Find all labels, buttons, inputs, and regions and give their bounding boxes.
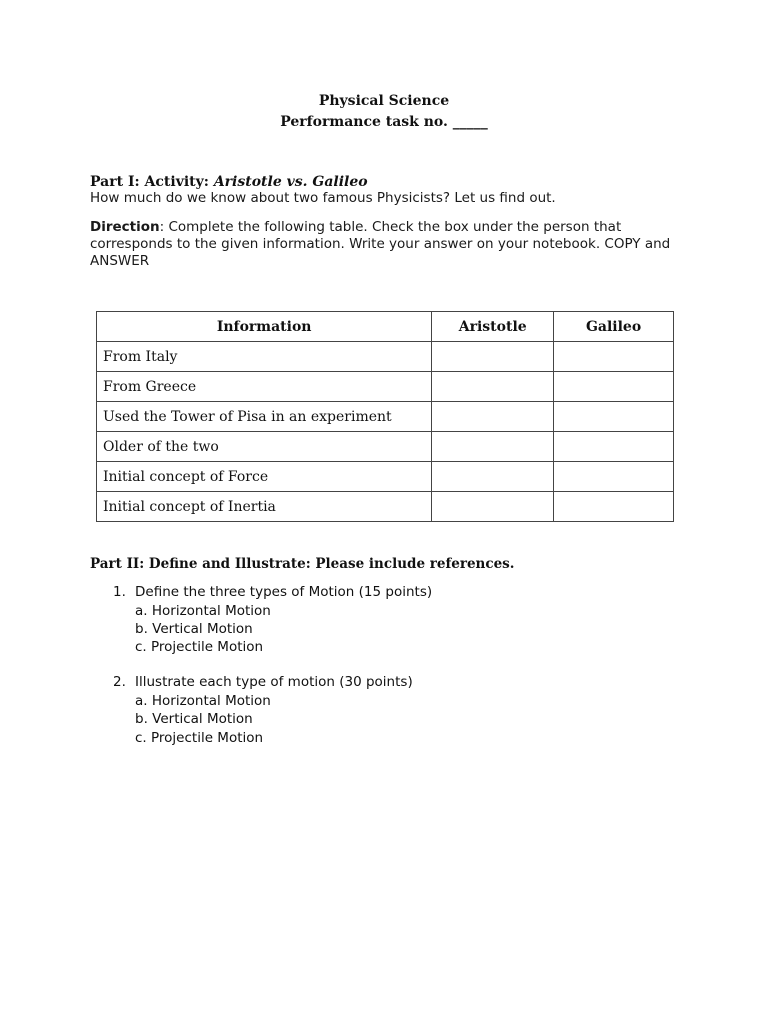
galileo-checkbox-cell[interactable] — [554, 372, 674, 402]
table-row — [97, 492, 674, 522]
sub-item: c. Projectile Motion — [135, 639, 264, 655]
table-header-row — [97, 312, 674, 342]
row-info: From Italy — [97, 342, 432, 372]
sub-item: c. Projectile Motion — [135, 730, 264, 746]
table-row — [97, 432, 674, 462]
row-info: Older of the two — [97, 432, 432, 462]
header-information: Information — [97, 312, 432, 342]
row-info: From Greece — [97, 372, 432, 402]
galileo-checkbox-cell[interactable] — [554, 342, 674, 372]
direction-paragraph — [90, 219, 685, 270]
sub-item: a. Horizontal Motion — [135, 603, 271, 619]
direction-text: : Complete the following table. Check the box under the person that corresponds to the given information. Write your answer on your notebook. COPY and ANSWER — [90, 219, 671, 269]
document-subtitle: Performance task no. _____ — [280, 114, 488, 130]
table-row — [97, 342, 674, 372]
galileo-checkbox-cell[interactable] — [554, 402, 674, 432]
galileo-checkbox-cell[interactable] — [554, 492, 674, 522]
part1-heading — [90, 174, 368, 190]
aristotle-checkbox-cell[interactable] — [432, 372, 554, 402]
sub-item: a. Horizontal Motion — [135, 693, 271, 709]
question-number: 1. — [113, 584, 126, 600]
part1-intro: How much do we know about two famous Physicists? Let us find out. — [90, 190, 556, 206]
header-galileo: Galileo — [554, 312, 674, 342]
galileo-checkbox-cell[interactable] — [554, 432, 674, 462]
comparison-table — [96, 311, 674, 522]
table-row — [97, 372, 674, 402]
row-info: Initial concept of Inertia — [97, 492, 432, 522]
galileo-checkbox-cell[interactable] — [554, 462, 674, 492]
document-title: Physical Science — [318, 93, 450, 109]
part1-heading-topic: Aristotle vs. Galileo — [213, 174, 368, 190]
sub-item: b. Vertical Motion — [135, 711, 253, 727]
question-text: Illustrate each type of motion (30 points) — [135, 674, 413, 690]
part1-heading-prefix: Part I: Activity: — [90, 174, 214, 190]
aristotle-checkbox-cell[interactable] — [432, 432, 554, 462]
sub-item: b. Vertical Motion — [135, 621, 253, 637]
table-row — [97, 462, 674, 492]
direction-label: Direction — [90, 219, 160, 235]
question-item — [113, 584, 432, 600]
aristotle-checkbox-cell[interactable] — [432, 462, 554, 492]
aristotle-checkbox-cell[interactable] — [432, 342, 554, 372]
row-info: Used the Tower of Pisa in an experiment — [97, 402, 432, 432]
header-aristotle: Aristotle — [432, 312, 554, 342]
question-number: 2. — [113, 674, 126, 690]
part2-heading: Part II: Define and Illustrate: Please include references. — [90, 556, 515, 572]
question-item — [113, 674, 413, 690]
aristotle-checkbox-cell[interactable] — [432, 492, 554, 522]
question-text: Define the three types of Motion (15 points) — [135, 584, 433, 600]
row-info: Initial concept of Force — [97, 462, 432, 492]
aristotle-checkbox-cell[interactable] — [432, 402, 554, 432]
table-row — [97, 402, 674, 432]
